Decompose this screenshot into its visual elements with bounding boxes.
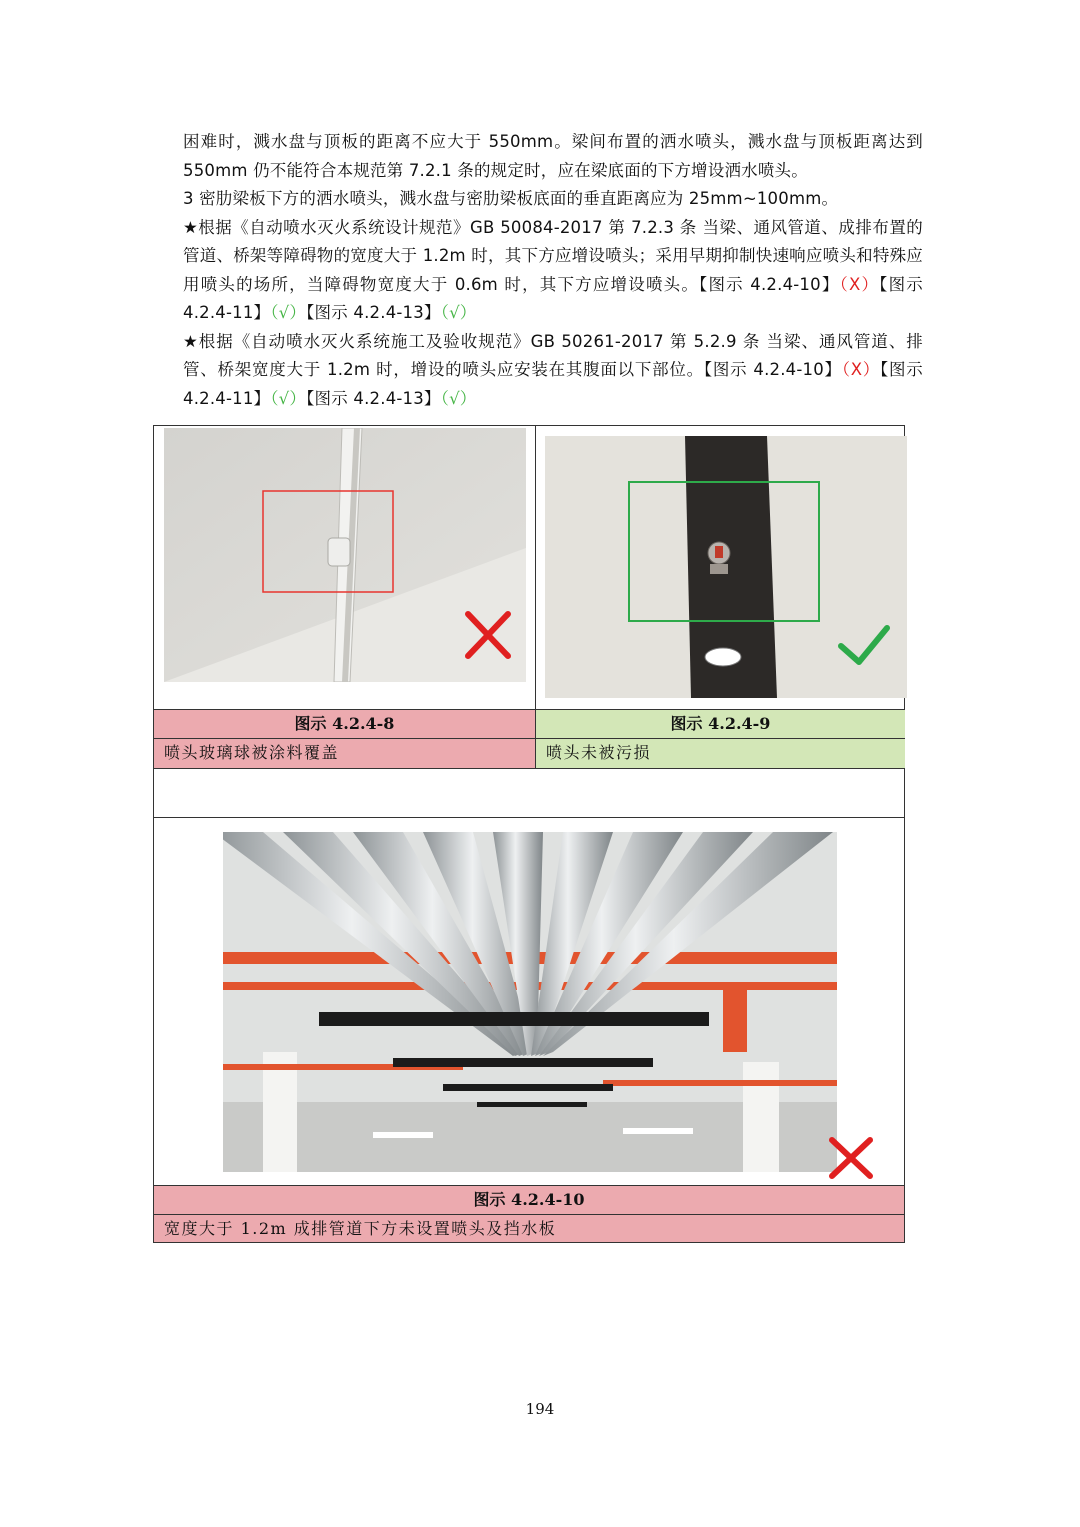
rule2-mark3: （√） bbox=[440, 388, 477, 408]
rule1-mark2: （√） bbox=[270, 303, 307, 322]
rule2-ref3: 【图示 4.2.4-13】 bbox=[306, 388, 441, 408]
photo-fig10-illustration bbox=[223, 832, 837, 1172]
photo-fig9 bbox=[545, 436, 907, 698]
fig10-title: 图示 4.2.4-10 bbox=[154, 1186, 904, 1214]
photo-fig10 bbox=[223, 832, 837, 1172]
rule2-ref2: 【图示 4.2.4-11】 bbox=[183, 360, 923, 408]
rule1-mark3: （√） bbox=[440, 303, 477, 322]
fig8-title: 图示 4.2.4-8 bbox=[154, 710, 535, 738]
rule1-mark1: （X） bbox=[839, 274, 880, 294]
rule1-text: ★根据《自动喷水灭火系统设计规范》GB 50084-2017 第 7.2.3 条 当梁、通风管道、成排布置的管道、桥架等障碍物的宽度大于 1.2m 时，其下方应增设喷头；采用早期抑制快速响应喷头和特殊应用喷头的场所，当障碍物宽度大于 0.6m 时，其下方应增设喷头。【图示 4.2.4-10】 bbox=[183, 217, 923, 294]
fig10-description: 宽度大于 1.2m 成排管道下方未设置喷头及挡水板 bbox=[154, 1215, 904, 1242]
rule2-mark2: （√） bbox=[270, 388, 307, 408]
rule2-text: ★根据《自动喷水灭火系统施工及验收规范》GB 50261-2017 第 5.2.9 条 当梁、通风管道、排管、桥架宽度大于 1.2m 时，增设的喷头应安装在其腹面以下部位。【图示 4.2.4-10】 bbox=[183, 331, 923, 379]
photo-fig8-illustration bbox=[164, 428, 526, 682]
photo-fig8 bbox=[164, 428, 526, 682]
fig8-description: 喷头玻璃球被涂料覆盖 bbox=[154, 739, 535, 768]
rule1-ref2: 【图示 4.2.4-11】 bbox=[183, 274, 923, 322]
rule-paragraph-2 bbox=[183, 328, 923, 414]
page-number: 194 bbox=[525, 1400, 555, 1418]
fig10-cross-icon bbox=[826, 1134, 876, 1182]
paragraph-line1: 困难时，溅水盘与顶板的距离不应大于 550mm。梁间布置的洒水喷头，溅水盘与顶板距离达到 550mm 仍不能符合本规范第 7.2.1 条的规定时，应在梁底面的下方增设洒水喷头。 bbox=[183, 132, 923, 180]
photo-fig9-illustration bbox=[545, 436, 907, 698]
fig9-title: 图示 4.2.4-9 bbox=[536, 710, 905, 738]
rule2-mark1: （X） bbox=[841, 360, 881, 379]
fig9-description: 喷头未被污损 bbox=[536, 739, 905, 768]
paragraph-line2: 3 密肋梁板下方的洒水喷头，溅水盘与密肋梁板底面的垂直距离应为 25mm~100mm。 bbox=[183, 189, 839, 208]
body-text bbox=[183, 128, 923, 413]
rule1-ref3: 【图示 4.2.4-13】 bbox=[306, 303, 441, 322]
rule-paragraph-1 bbox=[183, 214, 923, 328]
figure-table bbox=[153, 425, 905, 1243]
